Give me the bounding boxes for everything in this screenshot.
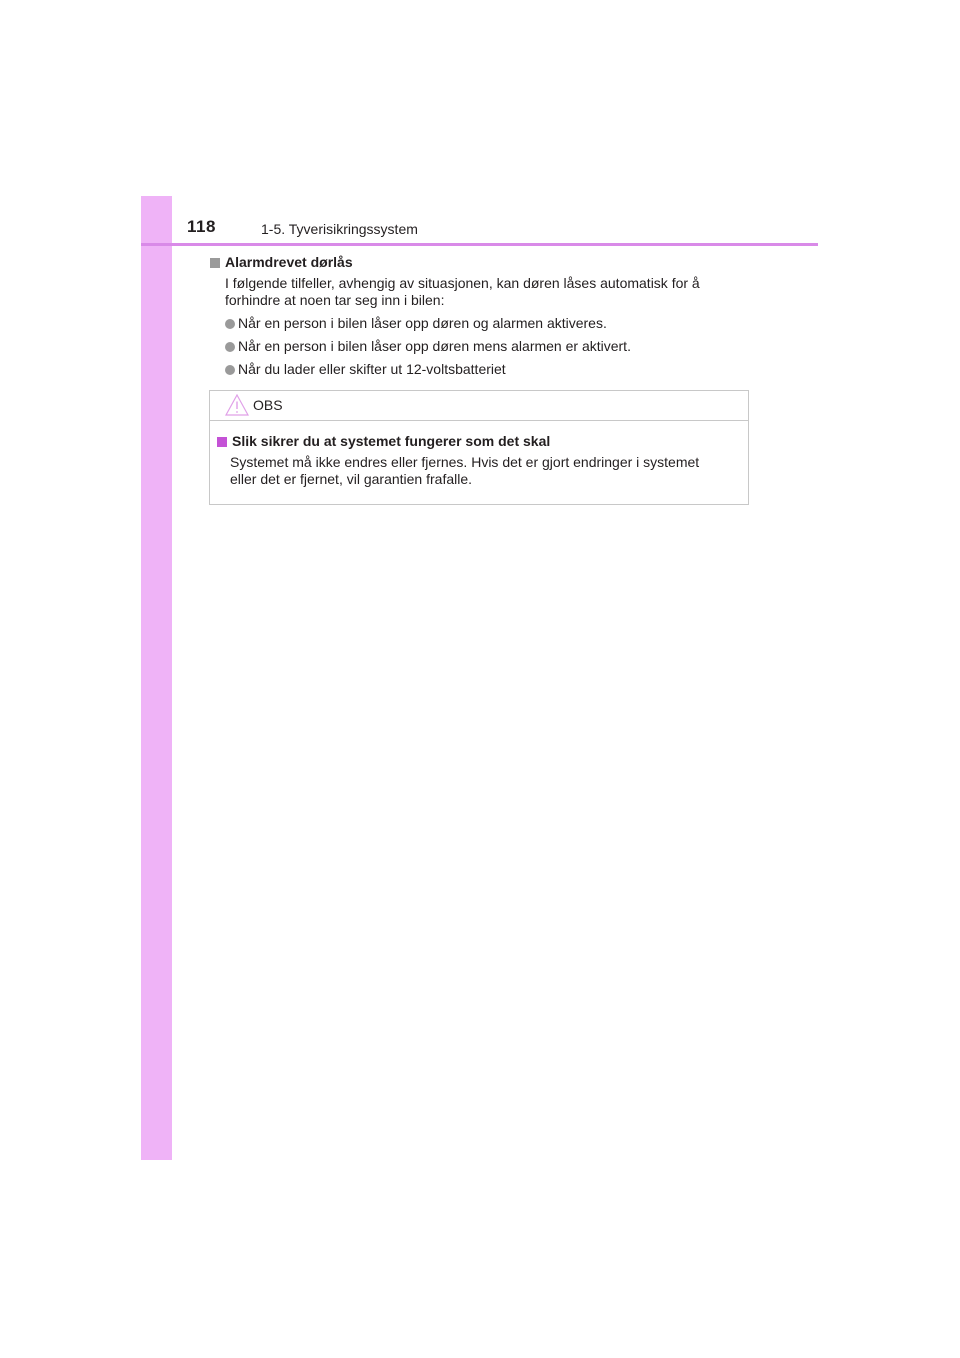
list-item [225,361,755,378]
header-divider [141,243,818,246]
notice-line: Systemet må ikke endres eller fjernes. Hvis det er gjort endringer i systemet [230,454,700,470]
section-heading [210,254,755,271]
intro-line: forhindre at noen tar seg inn i bilen: [225,292,445,308]
page-number: 118 [187,217,216,236]
warning-triangle-icon [225,394,249,416]
notice-heading-text: Slik sikrer du at systemet fungerer som det skal [232,433,551,449]
square-bullet-icon [210,258,220,268]
list-item [225,315,755,332]
list-item [225,338,755,355]
notice-paragraph [230,454,740,488]
notice-body [210,421,748,488]
notice-heading [217,433,740,450]
notice-box [209,390,749,505]
intro-line: I følgende tilfeller, avhengig av situasjonen, kan døren låses automatisk for å [225,275,700,291]
main-content [210,254,755,378]
circle-bullet-icon [225,365,235,375]
notice-line: eller det er fjernet, vil garantien frafalle. [230,471,473,487]
notice-label: OBS [253,397,283,413]
circle-bullet-icon [225,319,235,329]
side-tab-strip [141,196,172,1160]
list-item-text: Når en person i bilen låser opp døren mens alarmen er aktivert. [238,338,631,354]
list-item-text: Når du lader eller skifter ut 12-voltsbatteriet [238,361,506,377]
heading-text: Alarmdrevet dørlås [225,254,353,270]
intro-paragraph [225,275,755,309]
section-title: 1-5. Tyverisikringssystem [261,221,418,237]
notice-header [210,391,748,421]
square-bullet-icon [217,437,227,447]
circle-bullet-icon [225,342,235,352]
list-item-text: Når en person i bilen låser opp døren og alarmen aktiveres. [238,315,607,331]
